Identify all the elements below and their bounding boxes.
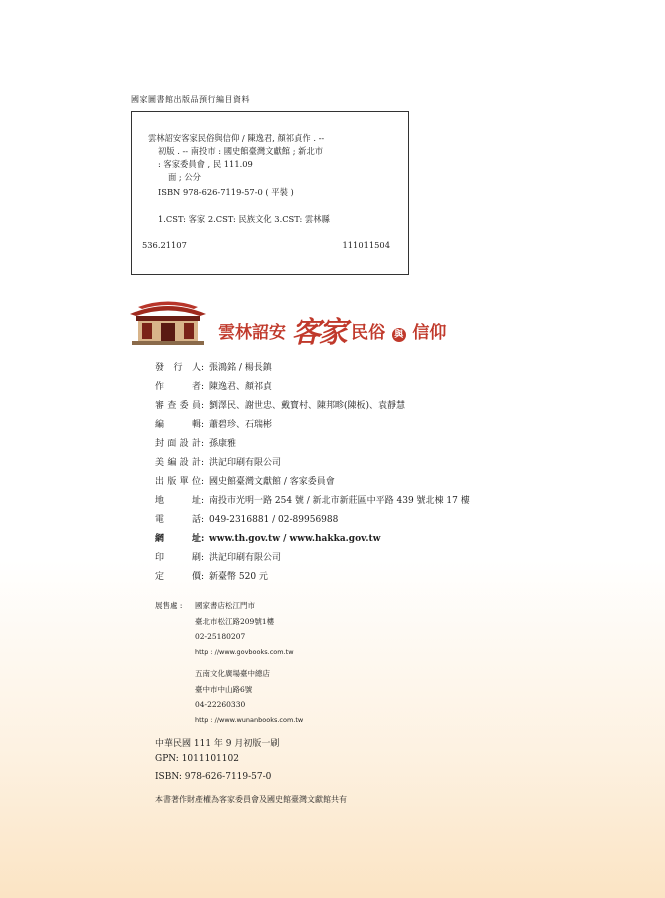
credit-author: 作者: 陳逸君、顏祁貞 — [155, 382, 273, 392]
gpn-number: GPN: 1011101102 — [155, 754, 239, 764]
credit-address: 地址: 南投市光明一路 254 號 / 新北市新莊區中平路 439 號北棟 17 樓 — [155, 496, 470, 506]
cip-isbn-line: ISBN 978-626-7119-57-0 ( 平裝 ) — [158, 187, 294, 197]
credit-art-design: 美編設計: 洪記印刷有限公司 — [155, 458, 282, 468]
isbn-number: ISBN: 978-626-7119-57-0 — [155, 772, 272, 782]
credit-editors: 編輯: 蕭碧珍、石瑞彬 — [155, 420, 273, 430]
store2-url[interactable]: http : //www.wunanbooks.com.tw — [195, 716, 304, 724]
store2-phone: 04-22260330 — [195, 700, 246, 709]
cip-record-box — [131, 111, 409, 275]
credit-printer: 印刷: 洪記印刷有限公司 — [155, 553, 282, 563]
store2-name: 五南文化廣場臺中總店 — [195, 669, 270, 678]
cip-edition-line: 初版 . -- 南投市 : 國史館臺灣文獻館 ; 新北市 — [158, 146, 324, 156]
store1-name: 國家書店松江門市 — [195, 601, 255, 610]
logo-part-hakka: 客家 — [291, 315, 346, 349]
credit-website: 網址: www.th.gov.tw / www.hakka.gov.tw — [155, 534, 381, 544]
temple-icon — [128, 300, 208, 346]
logo-part-location: 雲林詔安 — [218, 323, 286, 343]
logo-badge-and: 與 — [392, 328, 406, 342]
credit-cover-design: 封面設計: 孫康雅 — [155, 439, 237, 449]
copyright-notice: 本書著作財產權為客家委員會及國史館臺灣文獻館共有 — [155, 795, 347, 804]
edition-date: 中華民國 111 年 9 月初版一刷 — [155, 739, 280, 749]
credit-publishing-unit: 出版單位: 國史館臺灣文獻館 / 客家委員會 — [155, 477, 335, 487]
logo-part-folk: 民俗 — [351, 323, 386, 343]
cip-title-line: 雲林詔安客家民俗與信仰 / 陳逸君, 顏祁貞作 . -- — [148, 133, 325, 143]
cip-class-number: 536.21107 — [142, 240, 187, 250]
store1-phone: 02-25180207 — [195, 632, 246, 641]
cip-pages-line: 面 ; 公分 — [168, 172, 201, 182]
sales-label: 展售處 : — [155, 601, 183, 610]
cip-subjects-line: 1.CST: 客家 2.CST: 民族文化 3.CST: 雲林縣 — [158, 214, 330, 224]
book-title-logo — [218, 310, 446, 351]
store1-address: 臺北市松江路209號1樓 — [195, 617, 275, 626]
credit-phone: 電話: 049-2316881 / 02-89956988 — [155, 515, 339, 525]
logo-part-belief: 信仰 — [412, 323, 447, 343]
store2-address: 臺中市中山路6號 — [195, 685, 253, 694]
credit-publisher: 發行人: 張鴻銘 / 楊長鎮 — [155, 363, 272, 373]
cip-publisher-line: : 客家委員會 , 民 111.09 — [158, 159, 253, 169]
store1-url[interactable]: http : //www.govbooks.com.tw — [195, 648, 294, 656]
credit-reviewers: 審查委員: 劉澤民、謝世忠、戴寶村、陳邦畛(陳板)、袁靜慧 — [155, 401, 406, 411]
cip-heading: 國家圖書館出版品預行編目資料 — [131, 95, 250, 104]
credit-price: 定價: 新臺幣 520 元 — [155, 572, 268, 582]
cip-record-number: 111011504 — [342, 240, 390, 250]
book-logo — [128, 298, 458, 348]
